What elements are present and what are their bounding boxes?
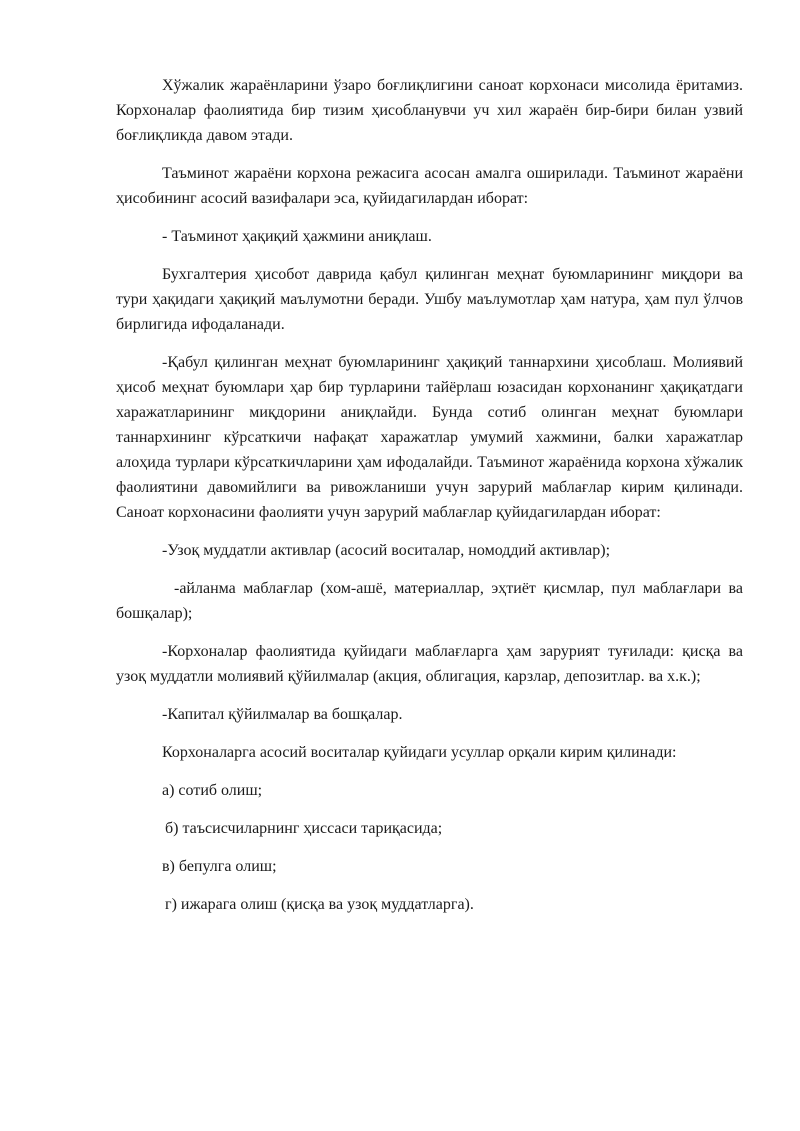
paragraph-accounting: Бухгалтерия ҳисобот даврида қабул қилинган меҳнат буюмларининг миқдори ва тури ҳақидаги ҳақиқий маълумотни беради. Ушбу маълумотлар ҳам натура, ҳам пул ўлчов бирлигида ифодаланади. [116,266,743,333]
document-body [116,73,743,930]
list-item-investments: -Корхоналар фаолиятида қуйидаги маблағларга ҳам зарурият туғилади: қисқа ва узоқ муддатли молиявий қўйилмалар (акция, облигация, карзлар, депозитлар. ва х.к.); [116,643,743,685]
list-item-free-receipt: в) бепулга олиш; [162,858,277,875]
list-item-founders-share: б) таъсисчиларнинг ҳиссаси тариқасида; [165,820,443,837]
paragraph-fixed-assets-methods: Корхоналарга асосий воситалар қуйидаги усуллар орқали кирим қилинади: [162,744,677,761]
paragraph-intro: Хўжалик жараёнларини ўзаро боғлиқлигини саноат корхонаси мисолида ёритамиз. Корхоналар фаолиятида бир тизим ҳисобланувчи уч хил жараён бир-бири билан узвий боғлиқликда давом этади. [116,77,743,144]
list-item-lease: г) ижарага олиш (қисқа ва узоқ муддатларга). [165,896,474,913]
list-item-capital-investments: -Капитал қўйилмалар ва бошқалар. [162,706,403,723]
list-item-supply-volume: - Таъминот ҳақиқий ҳажмини аниқлаш. [162,228,432,245]
paragraph-supply-process: Таъминот жараёни корхона режасига асосан амалга оширилади. Таъминот жараёни ҳисобининг асосий вазифалари эса, қуйидагилардан иборат: [116,165,743,207]
list-item-long-term-assets: -Узоқ муддатли активлар (асосий воситалар, номоддий активлар); [162,542,611,559]
paragraph-cost-calculation: -Қабул қилинган меҳнат буюмларининг ҳақиқий таннархини ҳисоблаш. Молиявий ҳисоб меҳнат буюмлари ҳар бир турларини тайёрлаш юзасидан корхонанинг ҳақиқатдаги харажатларининг миқдорини аниқлайди. Бунда сотиб олинган меҳнат буюмлари таннархининг кўрсаткичи нафақат харажатлар умумий хажмини, балки харажатлар алоҳида турлари кўрсаткичларини ҳам ифодалайди. Таъминот жараёнида корхона хўжалик фаолиятини давомийлиги ва ривожланиши учун зарурий маблағлар кирим қилинади. Саноат корхонасини фаолияти учун зарурий маблағлар қуйидагилардан иборат: [116,354,743,521]
list-item-purchase: а) сотиб олиш; [162,782,263,799]
list-item-current-assets: -айланма маблағлар (хом-ашё, материаллар, эҳтиёт қисмлар, пул маблағлари ва бошқалар); [116,580,743,622]
